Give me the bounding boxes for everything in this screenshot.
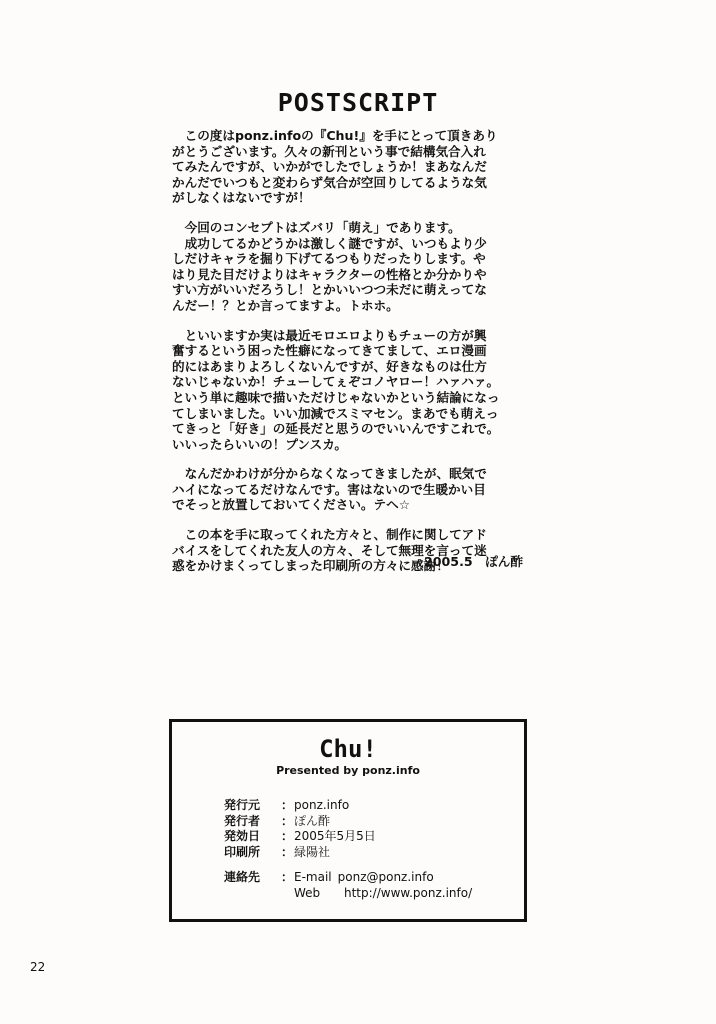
info-row-publisher [224,798,472,814]
text-line: ないじゃないか！チューしてぇぞコノヤロー！ハァハァ。 [172,374,500,390]
info-row-date [224,829,472,845]
postscript-body [172,128,532,588]
info-key: 発行者 [224,813,261,828]
page-number: 22 [30,960,46,974]
paragraph-2 [172,220,532,314]
colophon-subtitle: Presented by ponz.info [276,764,420,777]
info-row-issuer [224,814,472,830]
text-line: 惑をかけまくってしまった印刷所の方々に感謝！ [172,558,449,574]
text-line: という単に趣味で描いただけじゃないかという結論になっ [172,389,500,405]
info-value: ぽん酢 [294,813,331,828]
colophon-info [224,798,472,901]
text-line: なんだかわけが分からなくなってきましたが、眠気で [172,466,487,482]
text-line: しだけキャラを掘り下げてるつもりだったりします。や [172,251,486,267]
text-line: バイスをしてくれた友人の方々、そして無理を言って迷 [172,542,487,558]
web-url[interactable]: http://www.ponz.info/ [344,885,473,900]
postscript-title: POSTSCRIPT [277,88,439,117]
info-row-contact-email [224,870,472,886]
text-line: この度はponz.infoの『Chu!』を手にとって頂きあり [172,128,498,143]
info-separator: ： [280,798,293,812]
email-address[interactable]: ponz@ponz.info [337,870,434,884]
text-line: といいますか実は最近モロエロよりもチューの方が興 [172,327,487,343]
text-line: かんだでいつもと変わらず気合が空回りしてるような気 [172,174,487,190]
email-label: E-mail [294,870,332,884]
spacer [224,860,472,870]
text-line: てみたんですが、いかがでしたでしょうか！まあなんだ [172,159,487,175]
spacer [224,886,294,902]
date-signature: 2005.5 ぽん酢 [424,554,523,569]
text-line: でそっと放置しておいてください。テヘ☆ [172,497,410,513]
text-line: はり見た目だけよりはキャラクターの性格とか分かりや [172,266,487,282]
web-label: Web [294,885,321,900]
info-value: 2005年5月5日 [294,829,376,843]
info-separator: ： [280,870,293,884]
info-key: 発効日 [224,829,261,843]
text-line: いいったらいいの！プンスカ。 [172,436,347,452]
info-row-contact-web [224,886,472,902]
info-value: ponz.info [294,798,350,812]
text-line: この本を手に取ってくれた方々と、制作に関してアド [172,527,487,543]
info-separator: ： [280,813,293,828]
text-line: 成功してるかどうかは激しく謎ですが、いつもより少 [172,235,487,251]
text-line: 奮するという困った性癖になってきてまして、エロ漫画 [172,343,487,359]
text-line: ハイになってるだけなんです。害はないので生暖かい目 [172,481,486,497]
text-line: てしまいました。いい加減でスミマセン。まあでも萌えっ [172,405,499,421]
text-line: がとうございます。久々の新刊という事で結構気合入れ [172,143,486,159]
colophon-box [169,719,527,922]
info-key: 印刷所 [224,844,261,859]
info-separator: ： [280,829,293,843]
text-line: すい方がいいだろうし！とかいいつつ未だに萌えってな [172,282,487,298]
text-line: 的にはあまりよろしくないんですが、好きなものは仕方 [172,358,487,374]
info-key: 連絡先 [224,870,261,884]
colophon-title: Chu! [319,735,377,763]
paragraph-3 [172,328,532,453]
text-line: がしなくはないですが！ [172,190,311,206]
paragraph-4 [172,466,532,513]
text-line: んだー！？とか言ってますよ。トホホ。 [172,297,399,313]
text-line: てきっと「好き」の延長だと思うのでいいんですこれで。 [172,421,500,437]
text-line: 今回のコンセプトはズバリ「萌え」であります。 [172,219,461,235]
info-key: 発行元 [224,798,261,812]
info-separator: ： [280,844,293,859]
info-row-printer [224,845,472,861]
paragraph-1 [172,128,532,206]
info-value: 緑陽社 [294,844,331,859]
